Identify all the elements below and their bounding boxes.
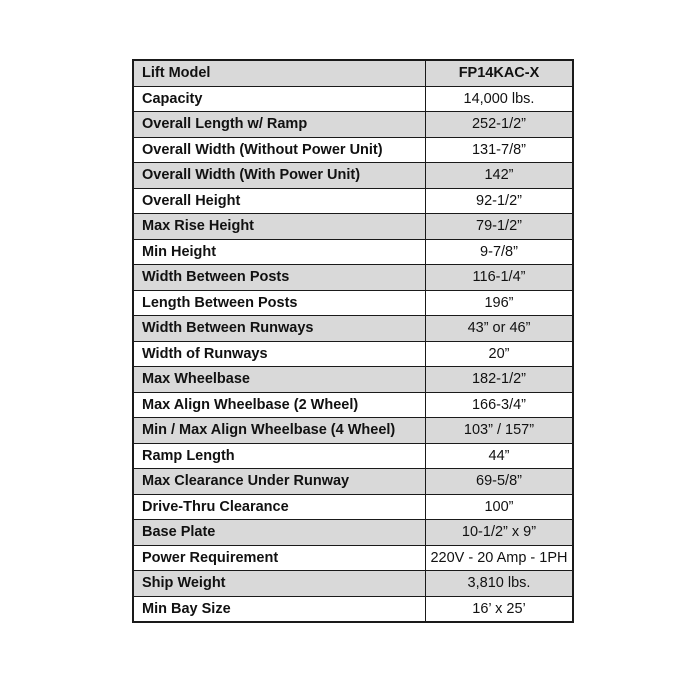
spec-table-body	[133, 60, 573, 622]
header-label: Lift Model	[133, 60, 426, 86]
row-label: Max Wheelbase	[133, 367, 426, 393]
row-label: Width of Runways	[133, 341, 426, 367]
row-label: Max Rise Height	[133, 214, 426, 240]
row-value: 142”	[426, 163, 574, 189]
row-label: Ramp Length	[133, 443, 426, 469]
row-label: Overall Length w/ Ramp	[133, 112, 426, 138]
row-value: 103” / 157”	[426, 418, 574, 444]
row-value: 79-1/2”	[426, 214, 574, 240]
row-label: Max Clearance Under Runway	[133, 469, 426, 495]
table-row	[133, 86, 573, 112]
row-value: 252-1/2”	[426, 112, 574, 138]
table-row	[133, 418, 573, 444]
table-row	[133, 520, 573, 546]
table-row	[133, 188, 573, 214]
row-label: Drive-Thru Clearance	[133, 494, 426, 520]
row-label: Overall Width (With Power Unit)	[133, 163, 426, 189]
row-value: 69-5/8”	[426, 469, 574, 495]
row-label: Overall Width (Without Power Unit)	[133, 137, 426, 163]
table-row	[133, 239, 573, 265]
table-row	[133, 545, 573, 571]
header-value: FP14KAC-X	[426, 60, 574, 86]
row-label: Max Align Wheelbase (2 Wheel)	[133, 392, 426, 418]
row-label: Power Requirement	[133, 545, 426, 571]
row-label: Width Between Posts	[133, 265, 426, 291]
row-label: Base Plate	[133, 520, 426, 546]
row-value: 20”	[426, 341, 574, 367]
row-value: 10-1/2” x 9”	[426, 520, 574, 546]
row-value: 43” or 46”	[426, 316, 574, 342]
row-value: 3,810 lbs.	[426, 571, 574, 597]
row-label: Ship Weight	[133, 571, 426, 597]
row-value: 14,000 lbs.	[426, 86, 574, 112]
table-row	[133, 367, 573, 393]
row-label: Min Height	[133, 239, 426, 265]
row-label: Width Between Runways	[133, 316, 426, 342]
table-row	[133, 316, 573, 342]
table-row	[133, 163, 573, 189]
row-value: 100”	[426, 494, 574, 520]
row-value: 182-1/2”	[426, 367, 574, 393]
table-row	[133, 112, 573, 138]
row-value: 220V - 20 Amp - 1PH	[426, 545, 574, 571]
table-row	[133, 137, 573, 163]
row-label: Min Bay Size	[133, 596, 426, 622]
row-label: Min / Max Align Wheelbase (4 Wheel)	[133, 418, 426, 444]
row-label: Length Between Posts	[133, 290, 426, 316]
row-value: 92-1/2”	[426, 188, 574, 214]
table-row	[133, 469, 573, 495]
table-row	[133, 571, 573, 597]
table-row	[133, 214, 573, 240]
table-row	[133, 392, 573, 418]
row-label: Capacity	[133, 86, 426, 112]
table-row	[133, 290, 573, 316]
table-row	[133, 596, 573, 622]
row-label: Overall Height	[133, 188, 426, 214]
row-value: 166-3/4”	[426, 392, 574, 418]
row-value: 131-7/8”	[426, 137, 574, 163]
row-value: 44”	[426, 443, 574, 469]
row-value: 116-1/4”	[426, 265, 574, 291]
row-value: 16’ x 25’	[426, 596, 574, 622]
table-row	[133, 443, 573, 469]
table-row	[133, 265, 573, 291]
row-value: 196”	[426, 290, 574, 316]
table-row	[133, 341, 573, 367]
row-value: 9-7/8”	[426, 239, 574, 265]
table-row	[133, 494, 573, 520]
table-row-header	[133, 60, 573, 86]
spec-table	[132, 59, 574, 623]
